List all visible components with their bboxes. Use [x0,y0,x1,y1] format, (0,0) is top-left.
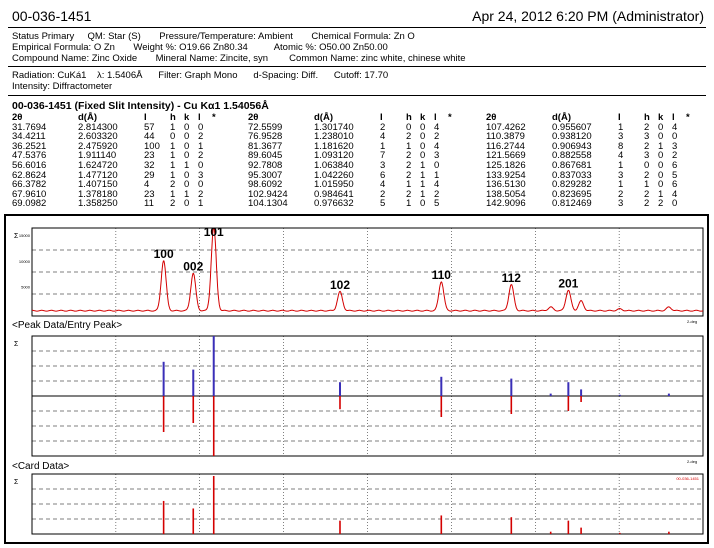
table-cell: 92.7808 [248,159,283,171]
table-cell: 0 [184,121,190,133]
table-cell: 6 [672,179,678,191]
peak-label-102: 102 [329,278,351,293]
table-cell: 2 [198,131,204,143]
table-cell: 0 [420,198,426,210]
table-cell: 44 [144,131,155,143]
table-cell: 32 [144,159,155,171]
table-cell: 1.063840 [314,159,354,171]
table-header-cell: k [420,112,426,123]
table-header-cell: I [144,112,147,123]
table-cell: 2 [434,131,440,143]
table-cell: 4 [380,179,386,191]
table-header-cell: h [644,112,650,123]
table-cell: 2 [170,179,176,191]
table-cell: 1.093120 [314,150,354,162]
table-cell: 1 [170,140,176,152]
table-cell: 4 [672,188,678,200]
table-cell: 0.812469 [552,198,592,210]
table-header-cell: k [184,112,190,123]
table-cell: 7 [380,150,386,162]
table-cell: 1.911140 [78,150,117,162]
table-cell: 102.9424 [248,188,288,200]
table-cell: 0 [420,121,426,133]
table-cell: 3 [434,150,440,162]
table-cell: 5 [672,169,678,181]
table-cell: 0.837033 [552,169,592,181]
table-cell: 2 [672,150,678,162]
table-cell: 1 [170,150,176,162]
table-header-cell: l [434,112,437,123]
table-cell: 67.9610 [12,188,47,200]
table-cell: 66.3782 [12,179,47,191]
table-cell: 29 [144,169,155,181]
table-cell: 6 [672,159,678,171]
table-cell: 0.955607 [552,121,592,133]
diffraction-plots [6,216,707,542]
table-cell: 1 [420,159,426,171]
y-unit-label: Σ [14,233,19,240]
table-cell: 2.475920 [78,140,118,152]
peak-label-101: 101 [203,225,224,239]
table-cell: 1.181620 [314,140,354,152]
table-cell: 1 [658,188,664,200]
table-cell: 1 [434,169,440,181]
table-cell: 1.301740 [314,121,354,133]
table-cell: 2 [644,198,650,210]
table-cell: 0.984641 [314,188,354,200]
table-cell: 2 [644,121,650,133]
table-header-cell: k [658,112,664,123]
table-cell: 142.9096 [486,198,526,210]
table-cell: 5 [380,198,386,210]
table-cell: 116.2744 [486,140,525,152]
table-cell: 2 [618,188,624,200]
peak-label-002: 002 [183,259,204,274]
table-cell: 89.6045 [248,150,283,162]
table-cell: 56.6016 [12,159,47,171]
table-header-cell: h [406,112,412,123]
table-cell: 69.0982 [12,198,47,210]
table-cell: 0.823695 [552,188,592,200]
y-unit-label: Σ [14,479,19,486]
report-header [10,6,704,26]
table-cell: 4 [434,121,440,133]
table-cell: 23 [144,188,155,200]
table-cell: 2 [406,188,412,200]
table-header-cell: * [212,112,216,123]
table-header-cell: * [448,112,452,123]
table-cell: 2 [406,169,412,181]
table-cell: 0.882558 [552,150,592,162]
table-cell: 1 [420,188,426,200]
table-cell: 1.477120 [78,169,118,181]
table-cell: 125.1826 [486,159,526,171]
peak-entry-panel [14,336,703,464]
table-column-2 [248,113,460,209]
table-cell: 5 [434,198,440,210]
table-cell: 2 [644,140,650,152]
table-cell: 4 [434,179,440,191]
table-cell: 1 [618,179,624,191]
table-cell: 2 [644,169,650,181]
table-cell: 0.829282 [552,179,592,191]
table-cell: 47.5376 [12,150,47,162]
table-cell: 107.4262 [486,121,526,133]
table-header-cell: d(Å) [552,112,571,123]
table-cell: 1 [618,121,624,133]
table-cell: 11 [144,198,154,210]
table-cell: 1 [198,140,204,152]
table-cell: 0 [658,169,664,181]
table-cell: 1 [170,169,176,181]
table-cell: 1 [618,159,624,171]
table-cell: 3 [618,131,624,143]
table-row [12,199,224,209]
meta-line-3: Compound Name: Zinc Oxide Mineral Name: Zincite, syn Common Name: zinc white, chinese white [12,53,466,64]
table-header-cell: I [380,112,383,123]
table-cell: 0 [170,131,176,143]
table-cell: 1 [198,198,204,210]
table-header-cell: 2θ [248,112,259,123]
table-cell: 2 [380,188,386,200]
y-unit-label: Σ [14,341,19,348]
y-tick-label: 15000 [18,233,30,239]
table-cell: 3 [380,159,386,171]
table-cell: 0 [658,179,664,191]
table-cell: 98.6092 [248,179,283,191]
table-cell: 3 [618,169,624,181]
table-cell: 0 [644,159,650,171]
table-cell: 104.1304 [248,198,288,210]
table-cell: 1 [420,169,426,181]
table-cell: 0 [658,131,664,143]
table-cell: 1 [420,179,426,191]
table-cell: 1.042260 [314,169,354,181]
table-cell: 0 [198,159,204,171]
meta-line-5: Intensity: Diffractometer [12,81,113,92]
table-cell: 81.3677 [248,140,283,152]
table-cell: 100 [144,140,160,152]
table-cell: 1 [658,140,664,152]
meta-divider [8,66,706,67]
table-cell: 0.906943 [552,140,592,152]
table-cell: 31.7694 [12,121,47,133]
table-cell: 1 [184,188,190,200]
table-header-cell: h [170,112,176,123]
table-header-cell: l [198,112,201,123]
table-cell: 76.9528 [248,131,283,143]
peak-label-100: 100 [153,246,174,261]
table-cell: 0 [420,150,426,162]
table-cell: 34.4211 [12,131,46,143]
table-cell: 0.976632 [314,198,354,210]
table-row [248,199,460,209]
table-cell: 2 [658,198,664,210]
table-cell: 3 [618,198,624,210]
table-cell: 62.8624 [12,169,47,181]
table-cell: 0 [658,121,664,133]
peak-label-110: 110 [431,267,451,282]
peak-data-label: <Peak Data/Entry Peak> [12,320,123,331]
table-cell: 0 [184,179,190,191]
table-cell: 2 [380,121,386,133]
table-cell: 136.5130 [486,179,526,191]
table-cell: 2 [406,150,412,162]
table-column-1 [12,113,224,209]
table-cell: 0 [672,131,678,143]
table-cell: 1 [644,179,650,191]
table-cell: 133.9254 [486,169,526,181]
y-tick-label: 5000 [21,284,30,290]
table-cell: 2 [170,198,176,210]
table-header-cell: I [618,112,621,123]
table-cell: 2 [434,188,440,200]
table-cell: 1.358250 [78,198,118,210]
table-header-cell: l [672,112,675,123]
peak-label-112: 112 [501,270,521,285]
table-cell: 2.603320 [78,131,118,143]
table-cell: 0 [672,198,678,210]
table-cell: 0 [434,159,440,171]
table-header-cell: d(Å) [78,112,97,123]
card-id: 00-036-1451 [12,8,92,24]
x-unit-label: 2-deg [687,319,698,324]
table-row [486,199,698,209]
header-divider [8,27,706,28]
table-cell: 4 [672,121,678,133]
table-cell: 1.407150 [78,179,118,191]
table-cell: 0 [184,140,190,152]
table-cell: 95.3007 [248,169,283,181]
table-cell: 8 [618,140,624,152]
table-cell: 0 [420,140,426,152]
table-cell: 1 [184,159,190,171]
table-header-cell: 2θ [486,112,497,123]
table-cell: 2 [406,131,412,143]
table-cell: 1 [406,179,412,191]
table-cell: 4 [434,140,440,152]
table-cell: 0 [658,150,664,162]
y-tick-label: 10000 [18,258,30,264]
table-cell: 36.2521 [12,140,47,152]
table-cell: 2 [198,150,204,162]
table-cell: 4 [618,150,624,162]
table-cell: 2 [198,188,204,200]
table-cell: 57 [144,121,155,133]
plot-panel [4,214,709,544]
table-cell: 2 [644,188,650,200]
table-header-cell: d(Å) [314,112,333,123]
table-cell: 3 [644,150,650,162]
report-datetime: Apr 24, 2012 6:20 PM (Administrator) [472,8,704,24]
card-data-panel [14,474,703,534]
table-cell: 0 [184,198,190,210]
table-cell: 1 [406,140,412,152]
table-cell: 0 [184,169,190,181]
table-cell: 1.238010 [314,131,354,143]
meta-line-1: Status Primary QM: Star (S) Pressure/Temperature: Ambient Chemical Formula: Zn O [12,31,415,42]
table-cell: 0 [184,150,190,162]
table-cell: 1 [170,159,176,171]
peak-label-201: 201 [558,276,579,291]
table-cell: 1 [380,140,386,152]
table-cell: 23 [144,150,155,162]
table-cell: 0 [420,131,426,143]
table-cell: 4 [144,179,150,191]
table-header-cell: 2θ [12,112,23,123]
table-cell: 1 [170,188,176,200]
table-cell: 4 [380,131,386,143]
table-cell: 1 [170,121,176,133]
table-cell: 3 [644,131,650,143]
table-cell: 138.5054 [486,188,526,200]
table-cell: 0 [198,121,204,133]
table-title: 00-036-1451 (Fixed Slit Intensity) - Cu Kα1 1.54056Å [12,100,269,112]
meta-line-2: Empirical Formula: O Zn Weight %: O19.66 Zn80.34 Atomic %: O50.00 Zn50.00 [12,42,388,53]
table-cell: 0.867681 [552,159,592,171]
pattern-panel [14,225,703,324]
table-cell: 3 [672,140,678,152]
card-data-label: <Card Data> [12,461,70,472]
table-cell: 1.015950 [314,179,354,191]
table-cell: 6 [380,169,386,181]
table-cell: 1.624720 [78,159,118,171]
table-cell: 2.814300 [78,121,118,133]
table-cell: 1.378180 [78,188,118,200]
table-cell: 0 [198,179,204,191]
table-cell: 0 [184,131,190,143]
table-cell: 0 [406,121,412,133]
table-cell: 72.5599 [248,121,283,133]
table-cell: 3 [198,169,204,181]
table-cell: 121.5669 [486,150,526,162]
card-legend: 00-036-1451 [676,476,699,481]
table-cell: 0.938120 [552,131,592,143]
table-cell: 0 [658,159,664,171]
table-divider [8,95,706,96]
table-cell: 2 [406,159,412,171]
table-column-3 [486,113,698,209]
table-header-cell: * [686,112,690,123]
table-cell: 110.3879 [486,131,525,143]
table-cell: 1 [406,198,412,210]
x-unit-label: 2-deg [687,459,698,464]
meta-line-4: Radiation: CuKá1 λ: 1.5406Å Filter: Graph Mono d-Spacing: Diff. Cutoff: 17.70 [12,70,389,81]
